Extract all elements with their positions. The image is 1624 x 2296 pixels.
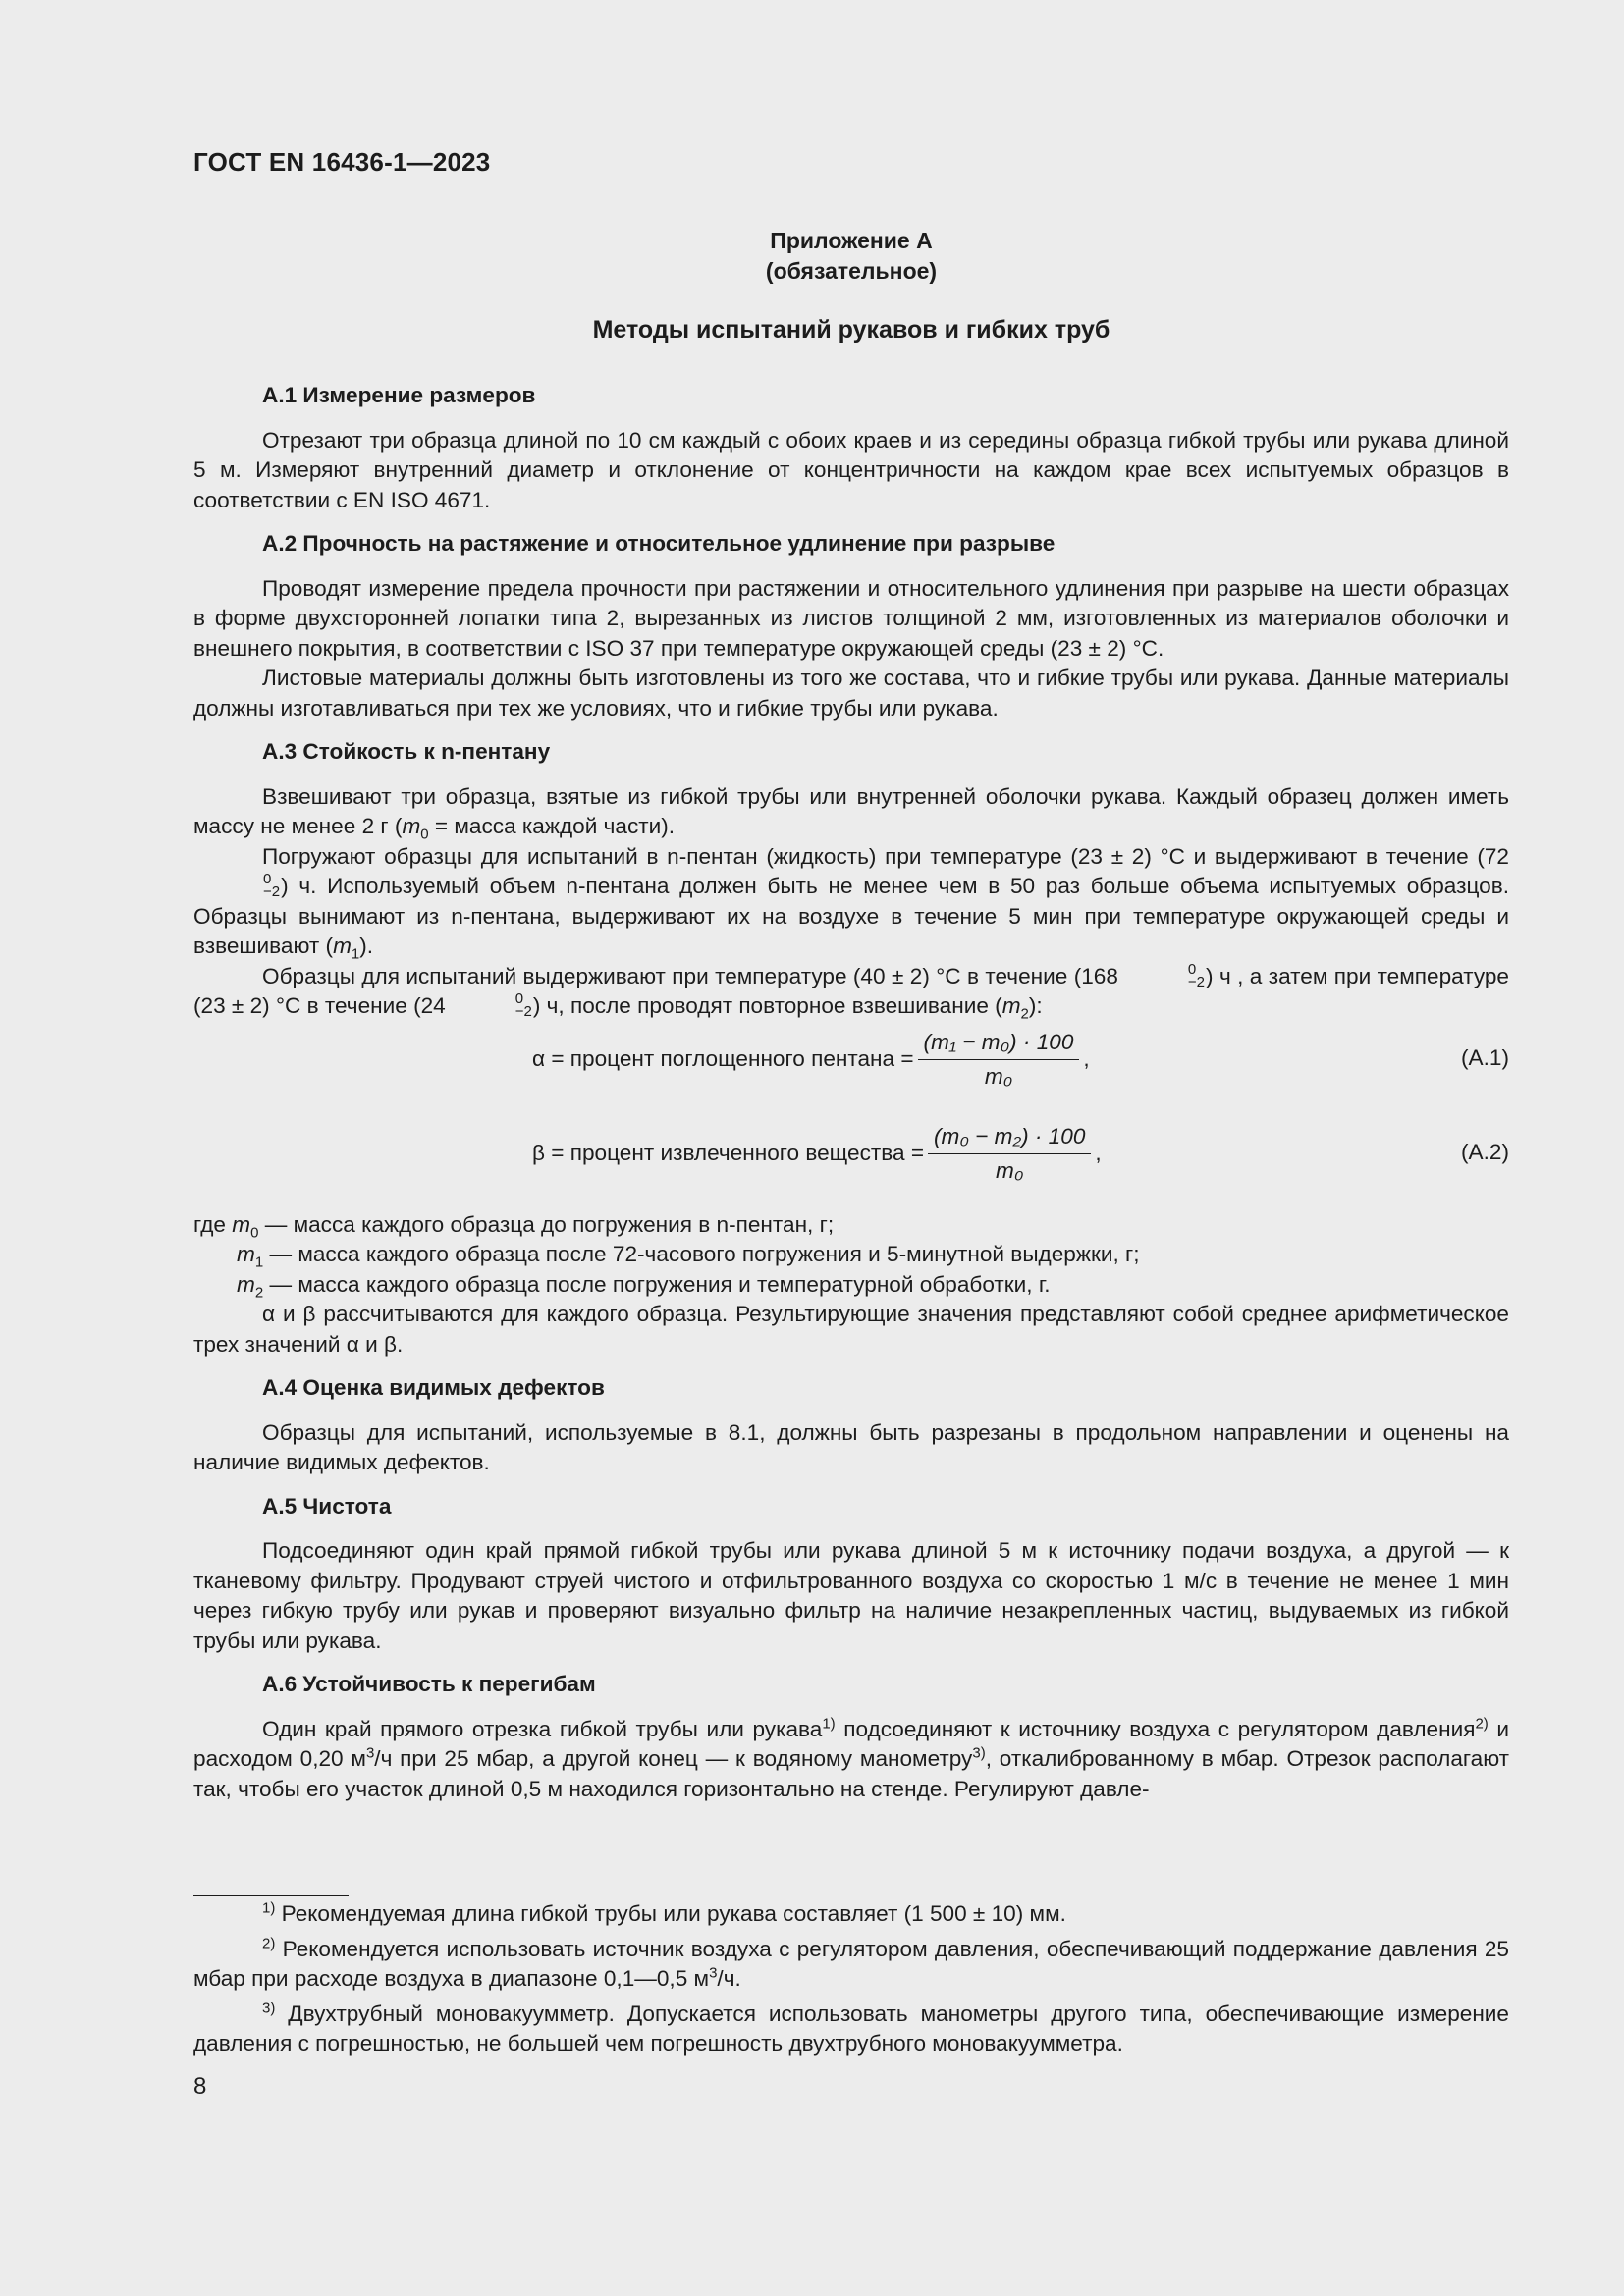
tolerance-upper: 0 — [263, 871, 272, 888]
superscript: 3 — [709, 1964, 718, 1982]
paragraph — [193, 1715, 1509, 1805]
formula-a1 — [193, 1022, 1509, 1116]
formula-denominator: m₀ — [984, 1064, 1013, 1089]
where-definition: — масса каждого образца после 72-часового погружения и 5-минутной выдержки, г; — [263, 1242, 1140, 1266]
page-number: 8 — [193, 2073, 207, 2100]
document-body — [193, 381, 1509, 1818]
subscript: 1 — [351, 945, 360, 963]
where-definition: — масса каждого образца после погружения и температурной обработки, г. — [263, 1271, 1051, 1297]
subscript: 2 — [1020, 1005, 1029, 1023]
footnote — [193, 2000, 1509, 2058]
subscript: 0 — [250, 1224, 259, 1242]
text-run: ) ч , а затем при температуре (23 ± 2) °С в течение (24 — [193, 963, 1509, 1018]
where-line — [193, 1270, 1509, 1301]
text-run: Образцы для испытаний выдерживают при температуре (40 ± 2) °С в течение (168 — [262, 963, 1118, 988]
text-run: Один край прямого отрезка гибкой трубы или рукава — [262, 1716, 823, 1741]
formula-a2 — [193, 1116, 1509, 1210]
tolerance-lower: −2 — [514, 1003, 532, 1021]
annex-heading — [193, 226, 1509, 287]
paragraph: Подсоединяют один край прямой гибкой трубы или рукава длиной 5 м к источнику подачи воздуха, а другой — к тканевому фильтру. Продувают струей чистого и отфильтрованного воздуха со скоростью 1 м/с в течение не менее 1 мин через гибкую трубу или рукав и проверяют визуально фильтр на наличие незакрепленных частиц, выдуваемых из гибкой трубы или рукава. — [193, 1538, 1509, 1653]
footnote-text: Рекомендуется использовать источник воздуха с регулятором давления, обеспечивающий поддержание давления 25 мбар при расходе воздуха в диапазоне 0,1—0,5 м — [193, 1937, 1509, 1991]
text-run: ) ч. Используемый объем n-пентана должен быть не менее чем в 50 раз больше объема испытуемых образцов. Образцы вынимают из n-пентана, выдерживают их на воздухе в течение 5 мин при температуре окружающей среды и взвешивают ( — [193, 874, 1509, 958]
paragraph: Отрезают три образца длиной по 10 см каждый с обоих краев и из середины образца гибкой трубы или рукава длиной 5 м. Измеряют внутренний диаметр и отклонение от концентричности на каждом крае всех испытуемых образцов в соответствии с EN ISO 4671. — [193, 427, 1509, 512]
section-a4 — [193, 1373, 1509, 1478]
formula-denominator: m₀ — [996, 1158, 1024, 1183]
tolerance — [1119, 960, 1206, 990]
text-run: Погружают образцы для испытаний в n-пентан (жидкость) при температуре (23 ± 2) °С и выдерживают в течение (72 — [262, 843, 1509, 869]
section-heading: А.3 Стойкость к n-пентану — [262, 739, 551, 764]
section-a2 — [193, 529, 1509, 723]
tolerance — [194, 871, 281, 901]
subscript: 0 — [420, 826, 429, 843]
where-line — [193, 1240, 1509, 1270]
formula-numerator: (m₀ − m₂) · 100 — [928, 1122, 1091, 1155]
subscript: 1 — [254, 1254, 264, 1271]
section-a6 — [193, 1670, 1509, 1804]
paragraph — [193, 842, 1509, 962]
tolerance-lower: −2 — [263, 883, 281, 901]
footnote-text: /ч. — [717, 1966, 741, 1991]
annex-title: Приложение А — [770, 228, 933, 253]
paragraph: Листовые материалы должны быть изготовлены из того же состава, что и гибкие трубы или рукава. Данные материалы должны изготавливаться при тех же условиях, что и гибкие трубы или рукава. — [193, 666, 1509, 721]
formula-numerator: (m₁ − m₀) · 100 — [918, 1028, 1080, 1061]
footnotes — [193, 1899, 1509, 2064]
section-heading: А.5 Чистота — [262, 1493, 392, 1519]
formula-number: (А.1) — [1461, 1044, 1509, 1070]
footnote-mark: 1) — [262, 1899, 276, 1917]
paragraph — [193, 782, 1509, 842]
text-run: Взвешивают три образца, взятые из гибкой трубы или внутренней оболочки рукава. Каждый образец должен иметь массу не менее 2 г ( — [193, 783, 1509, 838]
symbol-m: m — [333, 934, 352, 958]
section-a1 — [193, 381, 1509, 515]
formula-lhs: β = процент извлеченного вещества = — [532, 1141, 925, 1166]
where-line — [193, 1210, 1509, 1241]
footnote-text: Двухтрубный моновакуумметр. Допускается использовать манометры другого типа, обеспечивающие измерение давления с погрешностью, не большей чем погрешность двухтрубного моновакуумметра. — [193, 2002, 1509, 2056]
formula-expression: β = процент извлеченного вещества = $\frac{\text{(m₀ − m₂) · 100}}{\text{m₀}}$ , — [532, 1122, 1102, 1187]
text-run: ) ч, после проводят повторное взвешивание ( — [532, 993, 1002, 1018]
symbol-m: m — [232, 1211, 251, 1237]
formula-fraction — [918, 1028, 1080, 1093]
tolerance-upper: 0 — [1187, 960, 1197, 978]
footnote-ref: 3) — [972, 1744, 986, 1762]
formula-fraction — [928, 1122, 1091, 1187]
footnote-separator — [193, 1895, 349, 1896]
subscript: 2 — [254, 1284, 264, 1302]
footnote — [193, 1899, 1509, 1929]
annex-status: (обязательное) — [765, 258, 938, 284]
section-heading: А.2 Прочность на растяжение и относительное удлинение при разрыве — [262, 531, 1056, 556]
footnote-text: Рекомендуемая длина гибкой трубы или рукава составляет (1 500 ± 10) мм. — [275, 1901, 1066, 1926]
text-run: подсоединяют к источнику воздуха с регулятором давления — [835, 1716, 1476, 1741]
formula-number: (А.2) — [1461, 1139, 1509, 1164]
paragraph: Проводят измерение предела прочности при растяжении и относительного удлинения при разрыве на шести образцах в форме двухсторонней лопатки типа 2, вырезанных из листов толщиной 2 мм, изготовленных из материалов оболочки и внешнего покрытия, в соответствии с ISO 37 при температуре окружающей среды (23 ± 2) °С. — [193, 575, 1509, 661]
text-run: ): — [1028, 993, 1043, 1018]
tolerance-upper: 0 — [514, 990, 524, 1008]
standard-header: ГОСТ EN 16436-1—2023 — [193, 147, 491, 177]
annex-subject-title: Методы испытаний рукавов и гибких труб — [592, 316, 1110, 344]
tolerance-lower: −2 — [1187, 973, 1206, 990]
symbol-m: m — [402, 814, 421, 838]
text-run: и расходом 0,20 м — [193, 1716, 1510, 1771]
footnote-ref: 2) — [1475, 1714, 1489, 1732]
tolerance — [447, 990, 532, 1021]
section-a5 — [193, 1492, 1509, 1657]
text-run: /ч при 25 мбар, а другой конец — к водяному манометру — [374, 1746, 973, 1771]
symbol-m: m — [237, 1242, 255, 1266]
where-prefix: где — [193, 1211, 226, 1237]
where-definition: — масса каждого образца до погружения в n-пентан, г; — [258, 1211, 835, 1237]
section-a3 — [193, 737, 1509, 1360]
section-heading: А.4 Оценка видимых дефектов — [262, 1375, 605, 1400]
footnote — [193, 1935, 1509, 1994]
footnote-mark: 2) — [262, 1935, 276, 1952]
text-run: = масса каждой части). — [428, 814, 676, 838]
formula-lhs: α = процент поглощенного пентана = — [532, 1046, 914, 1072]
paragraph: α и β рассчитываются для каждого образца. Результирующие значения представляют собой среднее арифметическое трех значений α и β. — [193, 1302, 1509, 1357]
paragraph — [193, 962, 1509, 1022]
paragraph: Образцы для испытаний, используемые в 8.1, должны быть разрезаны в продольном направлении и оценены на наличие видимых дефектов. — [193, 1419, 1509, 1474]
symbol-m: m — [1001, 993, 1021, 1018]
text-run: , откалиброванному в мбар. Отрезок располагают так, чтобы его участок длиной 0,5 м находился горизонтально на стенде. Регулируют давле- — [193, 1746, 1509, 1801]
text-run: ). — [359, 934, 374, 958]
section-heading: А.1 Измерение размеров — [262, 383, 536, 407]
superscript: 3 — [365, 1744, 375, 1762]
footnote-ref: 1) — [822, 1714, 836, 1732]
symbol-m: m — [237, 1271, 255, 1297]
footnote-mark: 3) — [262, 2000, 276, 2017]
section-heading: А.6 Устойчивость к перегибам — [262, 1672, 596, 1696]
formula-expression: α = процент поглощенного пентана = $\frac{\text{(m₁ − m₀) · 100}}{\text{m₀}}$ , — [532, 1028, 1090, 1093]
